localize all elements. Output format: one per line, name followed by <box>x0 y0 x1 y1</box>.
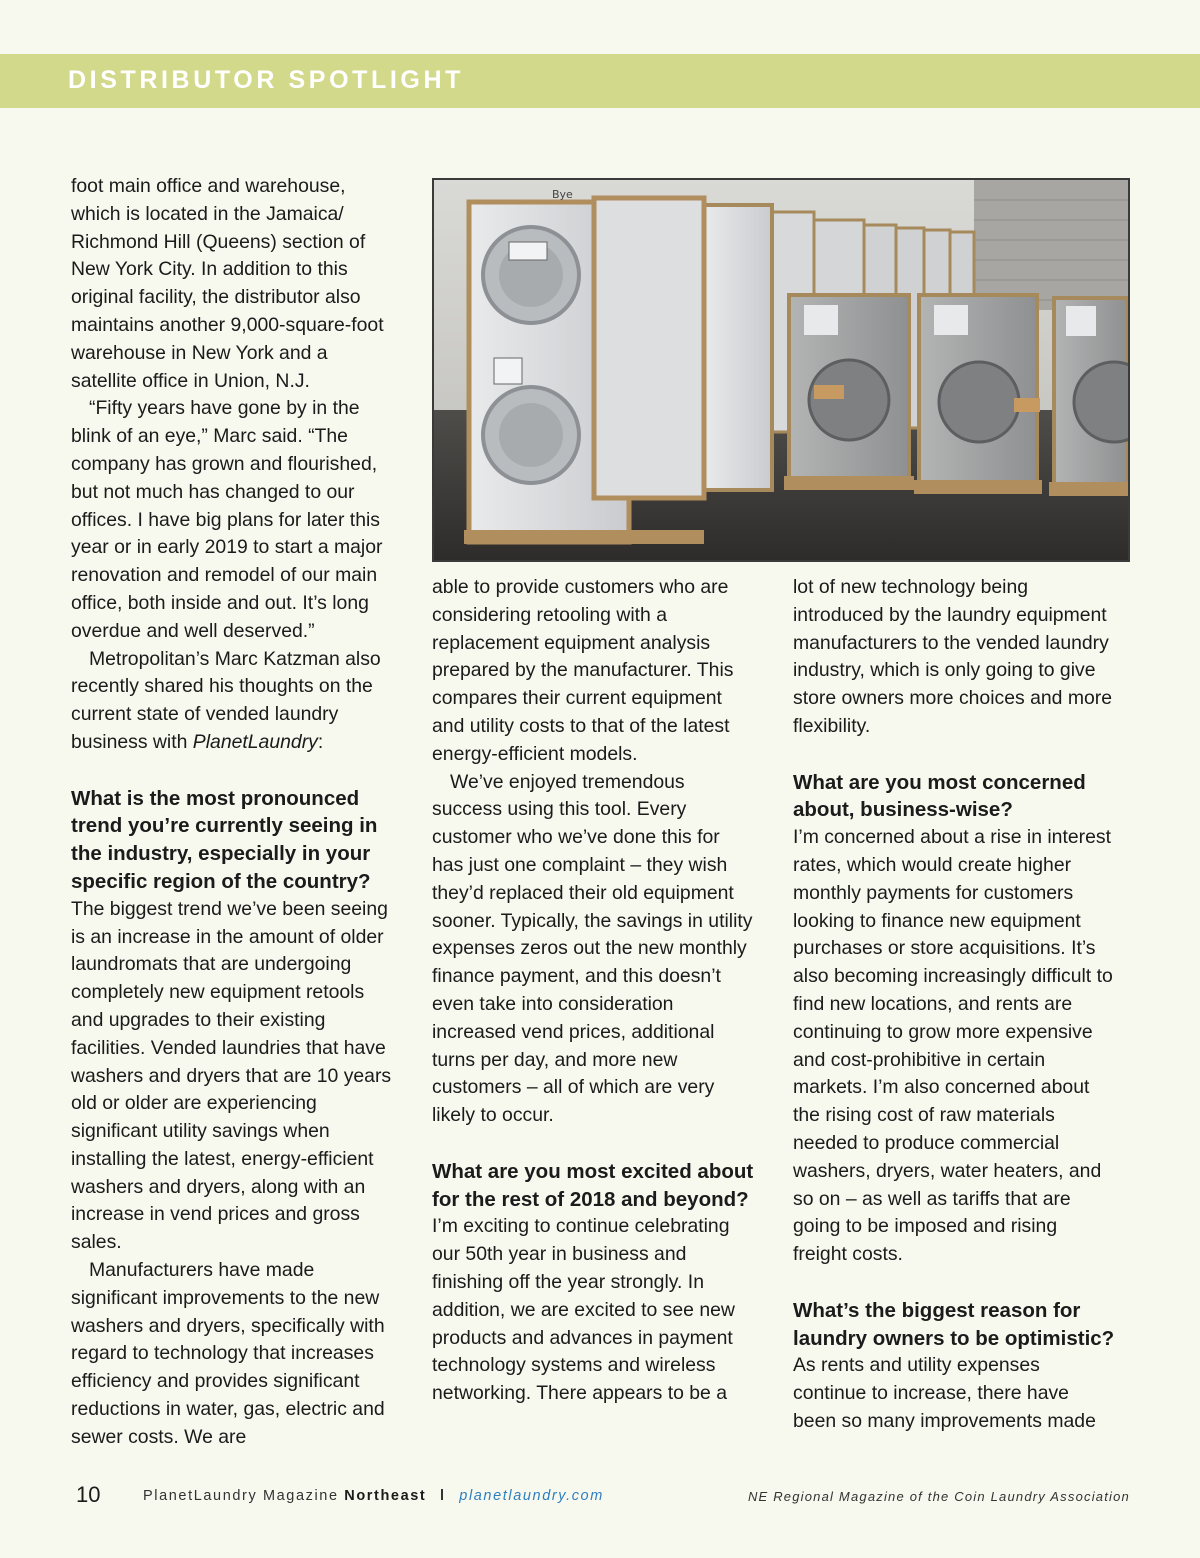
answer-paragraph: I’m concerned about a rise in interest rates, which would create higher monthly payments for customers looking to finance new equipment purchases or store acquisitions. It’s also becoming increasingly difficult to find new locations, and rents are continuing to grow more expensive and cost-prohibitive in certain markets. I’m also concerned about the rising cost of raw materials needed to produce commercial washers, dryers, water heaters, and so on – as well as tariffs that are going to be imposed and rising freight costs. <box>793 826 1113 1266</box>
article-column-3 <box>793 574 1115 1436</box>
answer-paragraph: As rents and utility expenses continue to increase, there have been so many improvements made <box>793 1354 1096 1432</box>
question-heading: What are you most concerned about, business-wise? <box>793 770 1086 822</box>
paragraph: foot main office and warehouse, which is located in the Jamaica/ Richmond Hill (Queens) section of New York City. In addition to this original facility, the distributor also maintains another 9,000-square-foot warehouse in New York and a satellite office in Union, N.J. <box>71 175 384 392</box>
answer-paragraph: I’m exciting to continue celebrating our 50th year in business and finishing off the year strongly. In addition, we are excited to see new products and advances in payment technology systems and wireless networking. There appears to be a <box>432 1215 735 1405</box>
question-heading: What is the most pronounced trend you’re currently seeing in the industry, especially in your specific region of the country? <box>71 786 378 893</box>
publication-name: PlanetLaundry <box>192 730 318 753</box>
section-banner <box>0 54 1200 108</box>
paragraph: “Fifty years have gone by in the blink of an eye,” Marc said. “The company has grown and flourished, but not much has changed to our offices. I have big plans for later this year or in early 2019 to start a major renovation and remodel of our main office, both inside and out. It’s long overdue and well deserved.” <box>71 397 383 642</box>
answer-paragraph: The biggest trend we’ve been seeing is an increase in the amount of older laundromats that are undergoing completely new equipment retools and upgrades to their existing facilities. Vended laundries that have washers and dryers that are 10 years old or older are experiencing significant utility savings when installing the latest, energy-efficient washers and dryers, along with an increase in vend prices and gross sales. <box>71 897 392 1254</box>
page-footer <box>0 1480 1200 1510</box>
section-title: DISTRIBUTOR SPOTLIGHT <box>68 66 464 94</box>
association-credit: NE Regional Magazine of the Coin Laundry Association <box>747 1489 1130 1504</box>
paragraph: Metropolitan’s Marc Katzman also recently shared his thoughts on the current state of vended laundry business with PlanetLaundry: <box>71 647 381 753</box>
magazine-name: PlanetLaundry Magazine <box>143 1488 339 1504</box>
warehouse-photo <box>432 178 1130 562</box>
paragraph: able to provide customers who are considering retooling with a replacement equipment analysis prepared by the manufacturer. This compares their current equipment and utility costs to that of the latest energy-efficient models. <box>432 576 734 765</box>
article-column-1 <box>71 173 393 1452</box>
magazine-credit <box>143 1488 604 1504</box>
website-link[interactable]: planetlaundry.com <box>459 1488 604 1504</box>
answer-paragraph: Manufacturers have made significant improvements to the new washers and dryers, specifically with regard to technology that increases efficiency and provides significant reductions in water, gas, electric and sewer costs. We are <box>71 1259 385 1448</box>
paragraph: We’ve enjoyed tremendous success using this tool. Every customer who we’ve done this for has just one complaint – they wish they’d replaced their old equipment sooner. Typically, the savings in utility expenses zeros out the new monthly finance payment, and this doesn’t even take into consideration increased vend prices, additional turns per day, and more new customers – all of which are very likely to occur. <box>432 770 753 1127</box>
question-heading: What’s the biggest reason for laundry owners to be optimistic? <box>793 1298 1115 1350</box>
magazine-edition: Northeast <box>344 1488 427 1504</box>
box-marking: Bye <box>552 188 573 201</box>
footer-separator: l <box>440 1488 446 1504</box>
paragraph: lot of new technology being introduced by the laundry equipment manufacturers to the vended laundry industry, which is only going to give store owners more choices and more flexibility. <box>793 576 1113 737</box>
article-column-2 <box>432 574 754 1408</box>
page-number: 10 <box>76 1482 101 1507</box>
question-heading: What are you most excited about for the rest of 2018 and beyond? <box>432 1159 754 1211</box>
